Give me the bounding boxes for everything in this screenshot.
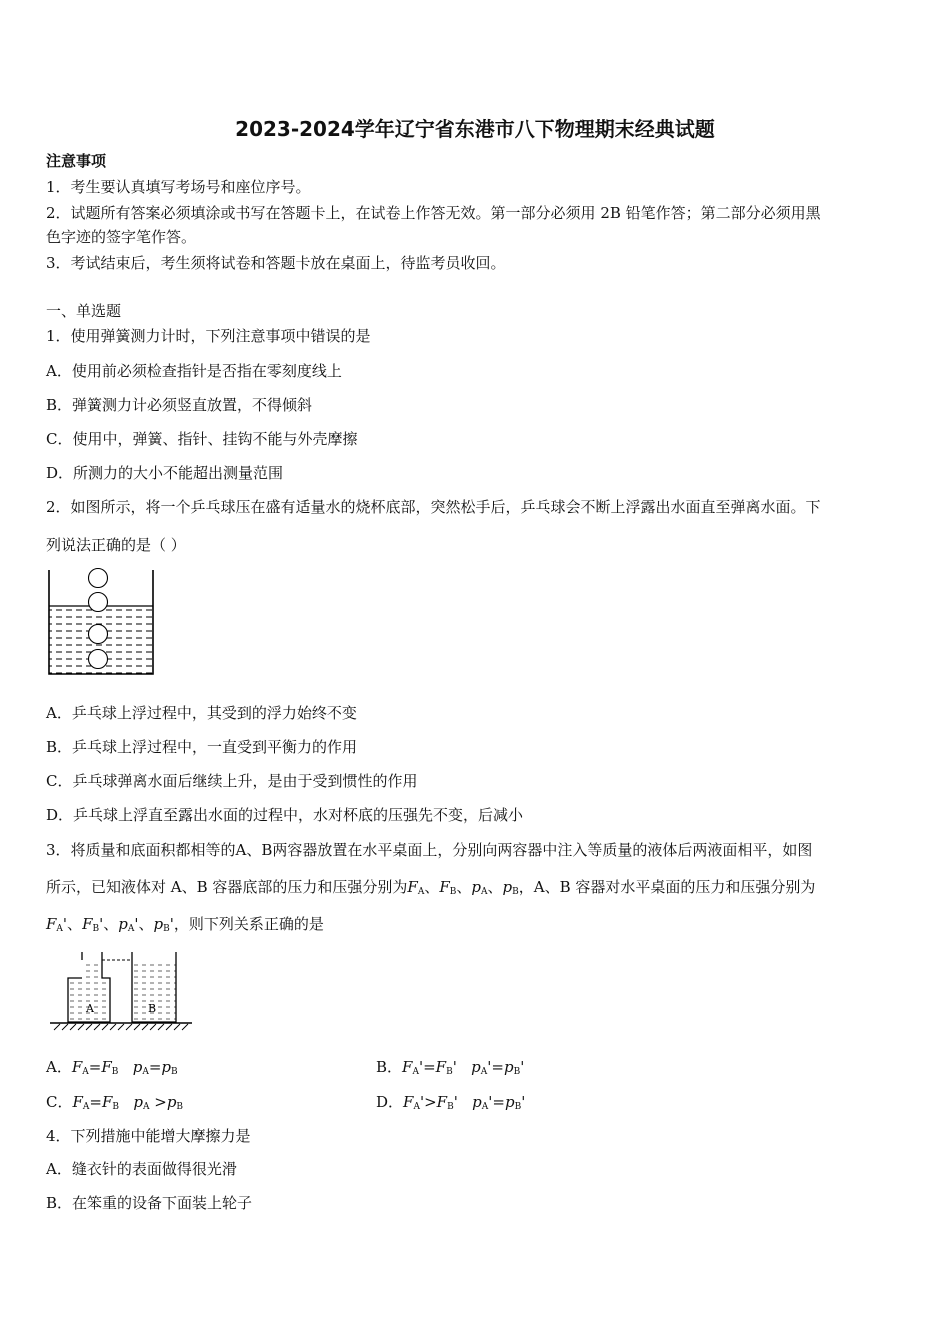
label-b: B — [148, 1002, 157, 1015]
question-4-option-b: B．在笨重的设备下面装上轮子 — [46, 1194, 253, 1212]
notice-item: 2．试题所有答案必须填涂或书写在答题卡上，在试卷上作答无效。第一部分必须用 2B 铅笔作答；第二部分必须用黑 — [46, 204, 821, 222]
notice-heading: 注意事项 — [46, 152, 107, 170]
question-3-option-c: C．$F_A=F_B$ $p_A >p_B$ — [46, 1093, 184, 1112]
question-1-option-d: D．所测力的大小不能超出测量范围 — [46, 464, 284, 482]
question-3-stem-line3: $F_A'$、$F_B'$、$p_A'$、$p_B'$，则下列关系正确的是 — [46, 915, 324, 934]
question-2-option-d: D．乒乓球上浮直至露出水面的过程中，水对杯底的压强先不变，后减小 — [46, 806, 524, 824]
question-2-option-b: B．乒乓球上浮过程中，一直受到平衡力的作用 — [46, 738, 358, 756]
section-heading: 一、单选题 — [46, 302, 122, 320]
question-2-stem-line2: 列说法正确的是（ ） — [46, 536, 186, 554]
question-3-option-b: B．$F_A'=F_B'$ $p_A'=p_B'$ — [376, 1058, 525, 1077]
notice-item: 3．考试结束后，考生须将试卷和答题卡放在桌面上，待监考员收回。 — [46, 254, 506, 272]
containers-figure — [46, 950, 196, 1032]
question-2-option-c: C．乒乓球弹离水面后继续上升，是由于受到惯性的作用 — [46, 772, 418, 790]
question-1-option-c: C．使用中，弹簧、指针、挂钩不能与外壳摩擦 — [46, 430, 358, 448]
question-3-stem-line2: 所示，已知液体对 A、B 容器底部的压力和压强分别为$F_A$、$F_B$、$p_A$、$p_B$，A、B 容器对水平桌面的压力和压强分别为 — [46, 878, 816, 897]
page-title: 2023-2024学年辽宁省东港市八下物理期末经典试题 — [235, 117, 715, 141]
question-4-option-a: A．缝衣针的表面做得很光滑 — [46, 1160, 237, 1178]
beaker-figure — [46, 565, 158, 677]
label-a: A — [86, 1002, 94, 1015]
question-2-stem-line1: 2．如图所示，将一个乒乓球压在盛有适量水的烧杯底部，突然松手后，乒乓球会不断上浮露出水面直至弹离水面。下 — [46, 498, 821, 516]
question-1-stem: 1．使用弹簧测力计时，下列注意事项中错误的是 — [46, 327, 371, 345]
question-2-option-a: A．乒乓球上浮过程中，其受到的浮力始终不变 — [46, 704, 357, 722]
question-1-option-b: B．弹簧测力计必须竖直放置，不得倾斜 — [46, 396, 313, 414]
question-3-stem-line1: 3．将质量和底面积都相等的A、B两容器放置在水平桌面上，分别向两容器中注入等质量的液体后两液面相平，如图 — [46, 841, 813, 859]
question-3-option-a: A．$F_A=F_B$ $p_A=p_B$ — [46, 1058, 178, 1077]
notice-item: 色字迹的签字笔作答。 — [46, 228, 197, 246]
notice-item: 1．考生要认真填写考场号和座位序号。 — [46, 178, 311, 196]
question-1-option-a: A．使用前必须检查指针是否指在零刻度线上 — [46, 362, 342, 380]
question-3-option-d: D．$F_A'>F_B'$ $p_A'=p_B'$ — [376, 1093, 526, 1112]
question-4-stem: 4．下列措施中能增大摩擦力是 — [46, 1127, 251, 1145]
